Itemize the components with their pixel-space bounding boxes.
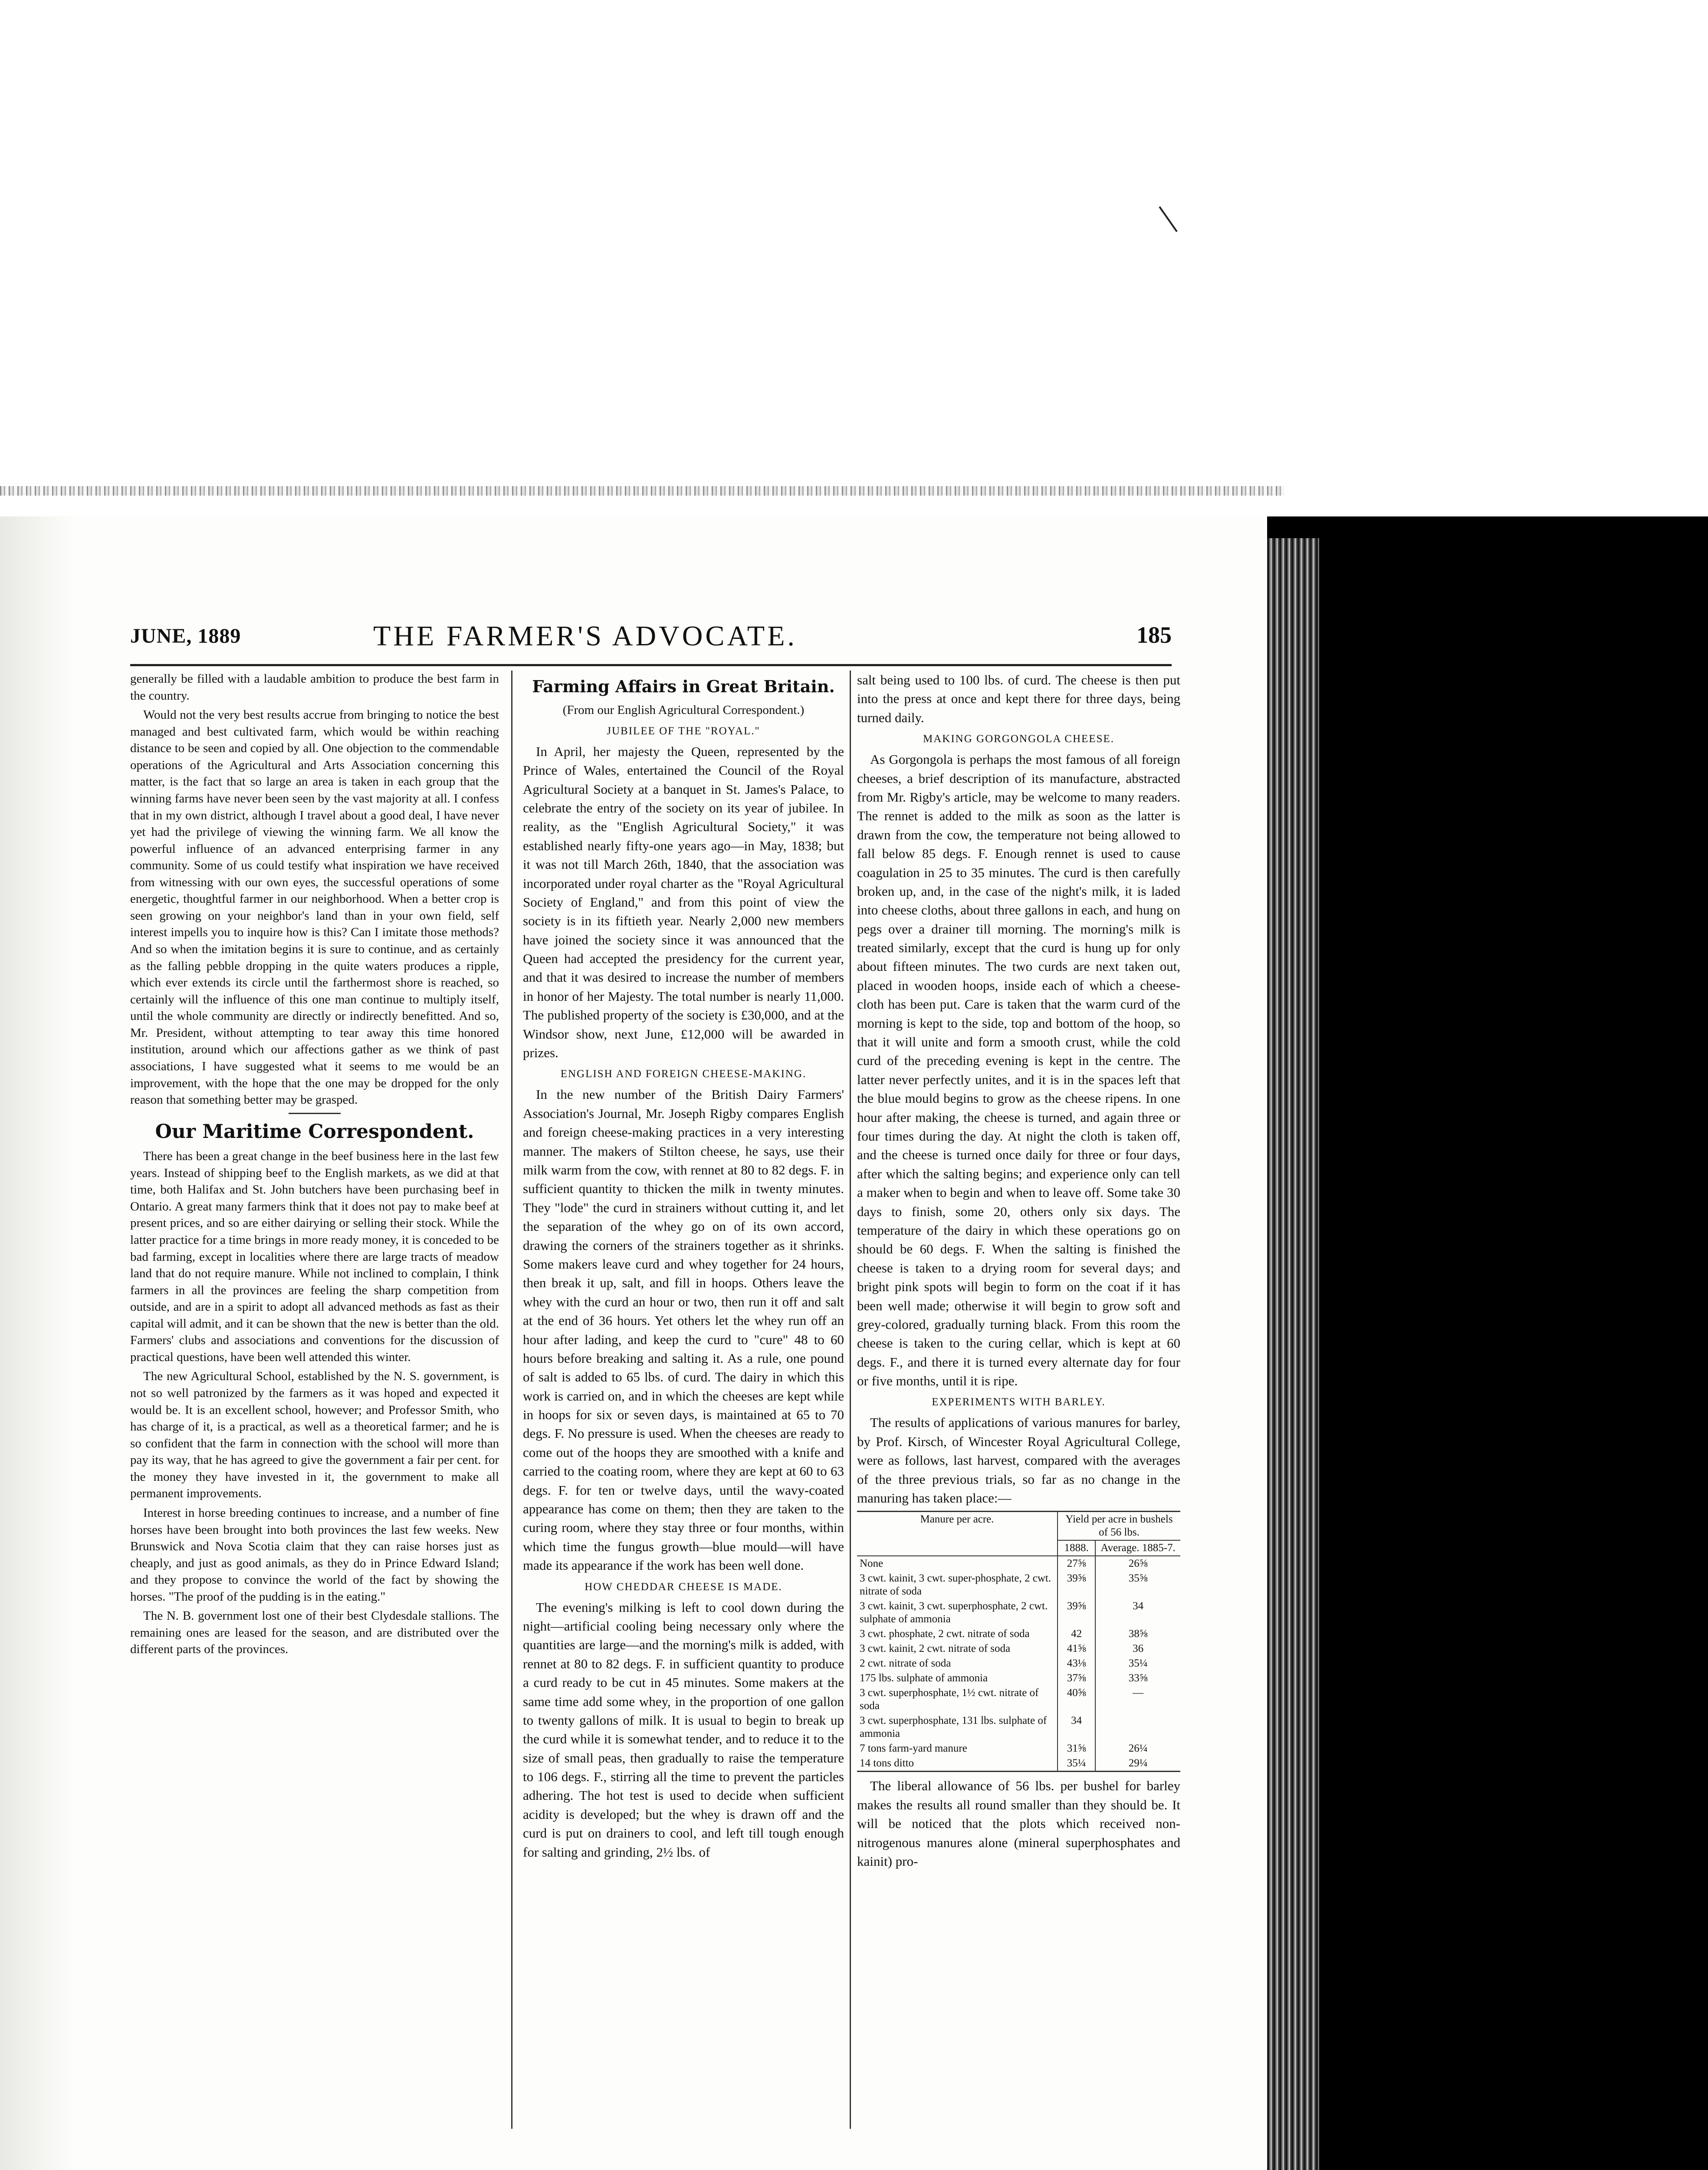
table-cell-1888: 41⅝ — [1058, 1641, 1095, 1656]
table-row — [857, 1627, 1180, 1641]
page-edge-strip — [0, 486, 1284, 496]
table-cell-average: 29¼ — [1128, 1757, 1148, 1769]
table-cell-1888: 42 — [1058, 1627, 1095, 1641]
section-subheading: EXPERIMENTS WITH BARLEY. — [932, 1396, 1106, 1408]
table-row — [857, 1641, 1180, 1656]
section-subheading: JUBILEE OF THE "ROYAL." — [607, 725, 760, 737]
divider — [289, 1113, 341, 1114]
table-cell-manure: 3 cwt. kainit, 3 cwt. superphosphate, 2 cwt. sulphate of ammonia — [857, 1599, 1058, 1627]
paragraph: generally be filled with a laudable ambition to produce the best farm in the country. — [130, 672, 499, 703]
table-row — [857, 1556, 1180, 1571]
table-cell-average — [1095, 1713, 1180, 1741]
column-1 — [130, 671, 499, 2137]
table-cell-average: 34 — [1133, 1600, 1144, 1612]
binding-shadow — [0, 516, 74, 2170]
page-number: 185 — [1136, 622, 1172, 648]
table-cell-1888: 39⅝ — [1058, 1599, 1095, 1627]
paragraph: Would not the very best results accrue from bringing to notice the best managed and best cultivated farm, which would be within reaching distance to be seen and copied by all. One objection to the commendable operations of the Agricultural and Arts Association concerning this matter, is the fact that so large an area is taken in each group that the winning farms have never been seen by the vast majority at all. I confess that in my own district, although I travel about a good deal, I have never yet had the privilege of viewing the winning farm. We all know the powerful influence of an advanced enterprising farmer in any community. Some of us could testify what inspiration we have received from witnessing with our own eyes, the successful operations of some energetic, thoughtful farmer in our neighborhood. When a better crop is seen growing on your neighbor's land than in your own field, self interest impells you to inquire how is this? Can I imitate those methods? And so when the imitation begins it is sure to continue, and as certainly as the falling pebble dropping in the quite waters produces a ripple, which ever extends its circle until the farthermost shore is reached, so certainly will the influence of this one man continue to multiply itself, until the whole community are directly or indirectly benefitted. And so, Mr. President, without attempting to tear away this time honored institution, around which our affections gather as we think of past associations, I have suggested what it seems to me would be an improvement, with the hope that the one may be dropped for the only reason that something better may be grasped. — [130, 708, 499, 1107]
paragraph: The new Agricultural School, established by the N. S. government, is not so well patronized by the farmers as it was hoped and expected it would be. It is an excellent school, however; and Professor Smith, who has charge of it, is a practical, as well as a theoretical farmer; and he is so confident that the farm in connection with the school will more than pay its way, that he has agreed to give the government a fair per cent. for the money they have invested in it, the government to make all permanent improvements. — [130, 1369, 499, 1501]
table-cell-manure: 3 cwt. kainit, 3 cwt. super-phosphate, 2 cwt. nitrate of soda — [857, 1571, 1058, 1599]
table-cell-1888: 43⅛ — [1058, 1656, 1095, 1671]
table-row — [857, 1741, 1180, 1756]
table-row — [857, 1599, 1180, 1627]
table-row — [857, 1756, 1180, 1772]
table-cell-manure: 3 cwt. superphosphate, 131 lbs. sulphate of ammonia — [857, 1713, 1058, 1741]
paragraph: Interest in horse breeding continues to increase, and a number of fine horses have been brought into both provinces the last few weeks. New Brunswick and Nova Scotia claim that they can raise horses just as cheaply, and just as good animals, as they do in Prince Edward Island; and they propose to convince the world of the fact by showing the horses. "The proof of the pudding is in the eating." — [130, 1506, 499, 1604]
book-page-edges — [1267, 538, 1319, 2170]
paragraph: The results of applications of various manures for barley, by Prof. Kirsch, of Wincester Royal Agricultural College, were as follows, last harvest, compared with the averages of the three previous trials, so far as no change in the manuring has taken place:— — [857, 1415, 1180, 1506]
section-subheading: HOW CHEDDAR CHEESE IS MADE. — [585, 1581, 782, 1593]
table-header-average: Average. 1885-7. — [1095, 1540, 1180, 1556]
section-subheading: MAKING GORGONGOLA CHEESE. — [923, 733, 1114, 745]
column-rule-1 — [511, 671, 512, 2129]
article-heading: Our Maritime Correspondent. — [155, 1120, 474, 1143]
column-2 — [523, 671, 844, 2137]
table-cell-average: 38⅝ — [1128, 1628, 1148, 1640]
table-cell-manure: 3 cwt. phosphate, 2 cwt. nitrate of soda — [857, 1627, 1058, 1641]
paragraph: The evening's milking is left to cool down during the night—artificial cooling being necessary only where the quantities are large—and the morning's milk is added, with rennet at 80 to 82 degs. F. in sufficient quantity to produce a curd ready to be cut in 45 minutes. Some makers at the same time add some whey, in the proportion of one gallon to twenty gallons of milk. It is usual to begin to break up the curd while it is somewhat tender, and to reduce it to the size of small peas, then gradually to raise the temperature to 106 degs. F., stirring all the time to prevent the particles adhering. The hot test is used to decide when sufficient acidity is developed; but the whey is drawn off and the curd is put on drainers to cool, and left till tough enough for salting and grinding, 2½ lbs. of — [523, 1599, 844, 1860]
paragraph: The N. B. government lost one of their best Clydesdale stallions. The remaining ones are leased for the season, and are distributed over the different parts of the provinces. — [130, 1609, 499, 1657]
table-cell-average: 26¼ — [1128, 1743, 1148, 1755]
table-cell-1888: 37⅝ — [1058, 1671, 1095, 1686]
table-cell-manure: 14 tons ditto — [857, 1756, 1058, 1772]
paragraph: The liberal allowance of 56 lbs. per bushel for barley makes the results all round smaller than they should be. It will be noticed that the plots which received non-nitrogenous manures alone (mineral superphosphates and kainit) pro- — [857, 1778, 1180, 1869]
table-cell-1888: 31⅝ — [1058, 1741, 1095, 1756]
table-cell-1888: 27⅝ — [1058, 1556, 1095, 1571]
table-row — [857, 1686, 1180, 1713]
table-cell-1888: 39⅝ — [1058, 1571, 1095, 1599]
section-subheading: ENGLISH AND FOREIGN CHEESE-MAKING. — [560, 1068, 807, 1080]
table-cell-average: 35⅝ — [1128, 1572, 1148, 1585]
table-header-1888: 1888. — [1058, 1540, 1095, 1556]
table-header-yield: Yield per acre in bushels of 56 lbs. — [1058, 1512, 1180, 1541]
article-byline: (From our English Agricultural Correspondent.) — [562, 703, 805, 717]
table-cell-manure: 2 cwt. nitrate of soda — [857, 1656, 1058, 1671]
table-cell-average: 35¼ — [1128, 1657, 1148, 1670]
table-row — [857, 1713, 1180, 1741]
table-cell-manure: 3 cwt. superphosphate, 1½ cwt. nitrate of soda — [857, 1686, 1058, 1713]
column-3 — [857, 671, 1180, 2137]
table-cell-manure: 175 lbs. sulphate of ammonia — [857, 1671, 1058, 1686]
page-header — [130, 616, 1172, 666]
paragraph: In the new number of the British Dairy Farmers' Association's Journal, Mr. Joseph Rigby compares English and foreign cheese-making practices in a very interesting manner. The makers of Stilton cheese, he says, use their milk warm from the cow, with rennet at 80 to 82 degs. F. in sufficient quantity to thicken the milk in twenty minutes. They "lode" the curd in strainers without cutting it, and let the separation of the whey go on of its own accord, drawing the corners of the strainers together as it shrinks. Some makers leave curd and whey together for 24 hours, then break it up, salt, and fill in hoops. Others leave the whey with the curd an hour or two, then run it off and salt at the end of 36 hours. Yet others let the whey run off an hour after lading, and keep the curd to "cure" 48 to 60 hours before breaking and salting it. As a rule, one pound of salt is added to 65 lbs. of curd. The dairy in which this work is carried on, and in which the cheeses are kept while in hoops for six or seven days, is maintained at 65 to 70 degs. F. No pressure is used. When the cheeses are ready to come out of the hoops they are smoothed with a knife and carried to the coating room, where they are kept at 60 to 63 degs. F. for ten or twelve days, until the wavy-coated appearance has come on them; then they are taken to the curing room, where they stay three or four months, within which time the fungus growth—blue mould—will have made its appearance if the work has been well done. — [523, 1087, 844, 1573]
paragraph: salt being used to 100 lbs. of curd. The cheese is then put into the press at once and kept there for three days, being turned daily. — [857, 672, 1180, 725]
table-cell-average: 33⅝ — [1128, 1672, 1148, 1684]
table-cell-average: 26⅝ — [1128, 1558, 1148, 1570]
table-cell-average: — — [1133, 1687, 1144, 1699]
table-cell-manure: 3 cwt. kainit, 2 cwt. nitrate of soda — [857, 1641, 1058, 1656]
table-row — [857, 1571, 1180, 1599]
column-rule-2 — [850, 671, 851, 2129]
table-cell-manure: 7 tons farm-yard manure — [857, 1741, 1058, 1756]
barley-yield-table — [857, 1511, 1180, 1772]
table-cell-1888: 40⅝ — [1058, 1686, 1095, 1713]
table-header-manure: Manure per acre. — [857, 1512, 1058, 1556]
scan-background — [0, 0, 1708, 516]
paragraph: There has been a great change in the beef business here in the last few years. Instead of shipping beef to the English markets, as we did at that time, both Halifax and St. John butchers have been purchasing beef in Ontario. A great many farmers think that it does not pay to make beef at present prices, and so are either dairying or selling their stock. While the latter practice for a time brings in more ready money, it is conceded to be bad farming, except in localities where there are large tracts of meadow land that do not require manure. While not inclined to complain, I think farmers in all the provinces are feeling the sharp competition from outside, and are in a spirit to adopt all advanced methods as fast as their capital will admit, and it can be shown that the new is better than the old. Farmers' clubs and associations and conventions for the discussion of practical questions, have been well attended this winter. — [130, 1149, 499, 1364]
table-cell-1888: 34 — [1058, 1713, 1095, 1741]
table-row — [857, 1656, 1180, 1671]
paragraph: As Gorgongola is perhaps the most famous of all foreign cheeses, a brief description of its manufacture, abstracted from Mr. Rigby's article, may be welcome to many readers. The rennet is added to the milk as soon as the latter is drawn from the cow, the temperature not being allowed to fall below 85 degs. F. Enough rennet is used to cause coagulation in 25 to 35 minutes. The curd is then carefully broken up, and, in the case of the night's milk, it is laded into cheese cloths, about three gallons in each, and hung on pegs over a drainer till morning. The morning's milk is treated similarly, except that the curd is hung up for only about fifteen minutes. The two curds are next taken out, placed in wooden hoops, inside each of which a cheese-cloth has been put. Care is taken that the warm curd of the morning is kept to the side, top and bottom of the hoop, so that it will unite and form a smooth crust, while the cold curd of the preceding evening is kept in the centre. The latter never perfectly unites, and it is in the spaces left that the blue mould begins to grow as the cheese ripens. In one hour after making, the cheese is turned, and again three or four times during the day. At night the cloth is taken off, and the cheese is turned once daily for three or four days, after which the salting begins; and experience only can tell a maker when to begin and when to leave off. Some take 30 days to finish, some 20, others only six days. The temperature of the dairy in which these operations go on should be 60 degs. F. When the salting is finished the cheese is taken to a drying room for several days; and bright pink spots will begin to form on the coat if it has been well made; otherwise it will begin to grow soft and grey-colored, gradually turning black. From this room the cheese is taken to the curing cellar, which is kept at 60 degs. F., and there it is turned every alternate day for four or five months, until it is ripe. — [857, 752, 1180, 1389]
table-row — [857, 1671, 1180, 1686]
masthead-title: THE FARMER'S ADVOCATE. — [373, 620, 797, 652]
table-cell-1888: 35¼ — [1058, 1756, 1095, 1772]
paragraph: In April, her majesty the Queen, represented by the Prince of Wales, entertained the Council of the Royal Agricultural Society at a banquet in St. James's Palace, to celebrate the entry of the society on its year of jubilee. In reality, as the "English Agricultural Society," it was established nearly fifty-one years ago—in May, 1838; but it was not till March 26th, 1840, that the association was incorporated under royal charter as the "Royal Agricultural Society of England," and from this point of view the society is in its fiftieth year. Nearly 2,000 new members have joined the society since it was announced that the Queen had accepted the presidency for the current year, and that it was desired to increase the number of members in honor of her Majesty. The total number is nearly 11,000. The published property of the society is £30,000, and at the Windsor show, next June, £12,000 will be awarded in prizes. — [523, 743, 844, 1061]
table-cell-average: 36 — [1133, 1643, 1144, 1655]
table-cell-manure: None — [857, 1556, 1058, 1571]
article-heading: Farming Affairs in Great Britain. — [532, 677, 835, 696]
issue-date: JUNE, 1889 — [130, 625, 241, 648]
